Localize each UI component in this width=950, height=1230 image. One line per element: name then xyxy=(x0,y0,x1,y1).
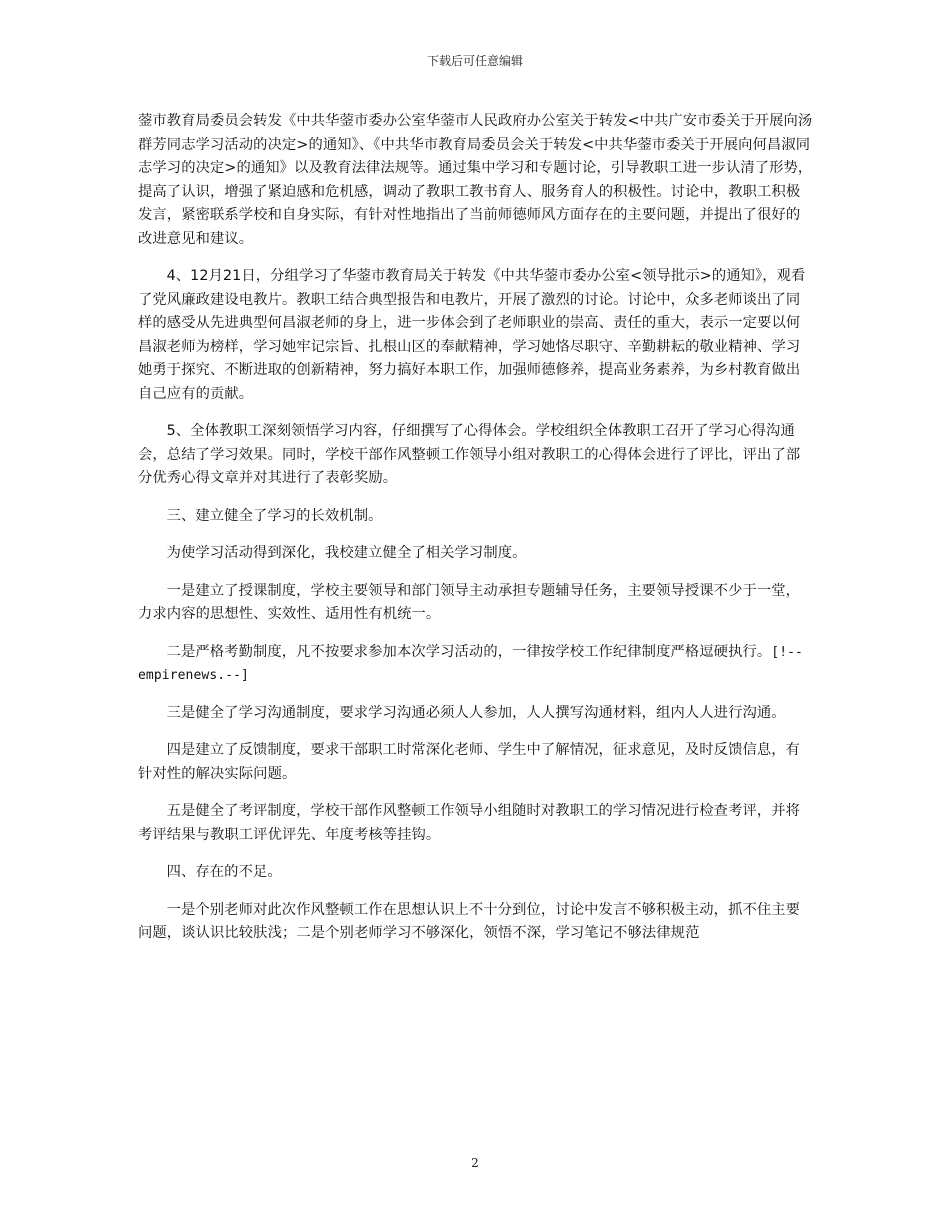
inline-code-tag: [!--empirenews.--] xyxy=(138,644,803,683)
section-heading-4: 四、存在的不足。 xyxy=(166,864,282,880)
paragraph-point-2 xyxy=(138,641,814,688)
document-body xyxy=(138,110,814,960)
paragraph-point-2-text: 二是严格考勤制度，凡不按要求参加本次学习活动的，一律按学校工作纪律制度严格逗硬执行。 xyxy=(166,643,772,660)
paragraph-point-5: 五是健全了考评制度，学校干部作风整顿工作领导小组随时对教职工的学习情况进行检查考评，并将考评结果与教职工评优评先、年度考核等挂钩。 xyxy=(138,803,801,843)
paragraph-shortcomings: 一是个别老师对此次作风整顿工作在思想认识上不十分到位，讨论中发言不够积极主动，抓不住主要问题，谈认识比较肤浅；二是个别老师学习不够深化，领悟不深，学习笔记不够法律规范 xyxy=(138,901,801,941)
page-header: 下载后可任意编辑 xyxy=(426,54,523,68)
paragraph-point-4: 四是建立了反馈制度，要求干部职工时常深化老师、学生中了解情况，征求意见，及时反馈信息，有针对性的解决实际问题。 xyxy=(138,742,801,782)
section-heading-3: 三、建立健全了学习的长效机制。 xyxy=(166,507,383,524)
paragraph-item-5: 5、全体教职工深刻领悟学习内容，仔细撰写了心得体会。学校组织全体教职工召开了学习心得沟通会，总结了学习效果。同时，学校干部作风整顿工作领导小组对教职工的心得体会进行了评比，评出了部分优秀心得文章并对其进行了表彰奖励。 xyxy=(138,423,801,486)
paragraph-point-1: 一是建立了授课制度，学校主要领导和部门领导主动承担专题辅导任务，主要领导授课不少于一堂，力求内容的思想性、实效性、适用性有机统一。 xyxy=(138,582,801,622)
page-number: 2 xyxy=(471,1156,479,1170)
paragraph-intro: 为使学习活动得到深化，我校建立健全了相关学习制度。 xyxy=(166,545,527,561)
paragraph-item-4: 4、12月21日，分组学习了华蓥市教育局关于转发《中共华蓥市委办公室<领导批示>的通知》，观看了党风廉政建设电教片。教职工结合典型报告和电教片，开展了激烈的讨论。讨论中，众多老师谈出了同样的感受从先进典型何昌淑老师的身上，进一步体会到了老师职业的崇高、责任的重大，表示一定要以何昌淑老师为榜样，学习她牢记宗旨、扎根山区的奉献精神，学习她恪尽职守、辛勤耕耘的敬业精神、学习她勇于探究、不断进取的创新精神，努力搞好本职工作，加强师德修养，提高业务素养，为乡村教育做出自己应有的贡献。 xyxy=(138,268,806,402)
paragraph-continuation: 蓥市教育局委员会转发《中共华蓥市委办公室华蓥市人民政府办公室关于转发<中共广安市委关于开展向汤群芳同志学习活动的决定>的通知》、《中共华市教育局委员会关于转发<中共华蓥市委关于开展向何昌淑同志学习的决定>的通知》以及教育法律法规等。通过集中学习和专题讨论，引导教职工进一步认清了形势，提高了认识，增强了紧迫感和危机感，调动了教职工教书育人、服务育人的积极性。讨论中，教职工积极发言，紧密联系学校和自身实际，有针对性地指出了当前师德师风方面存在的主要问题，并提出了很好的改进意见和建议。 xyxy=(138,113,813,247)
paragraph-point-3: 三是健全了学习沟通制度，要求学习沟通必须人人参加，人人撰写沟通材料，组内人人进行沟通。 xyxy=(166,704,786,721)
